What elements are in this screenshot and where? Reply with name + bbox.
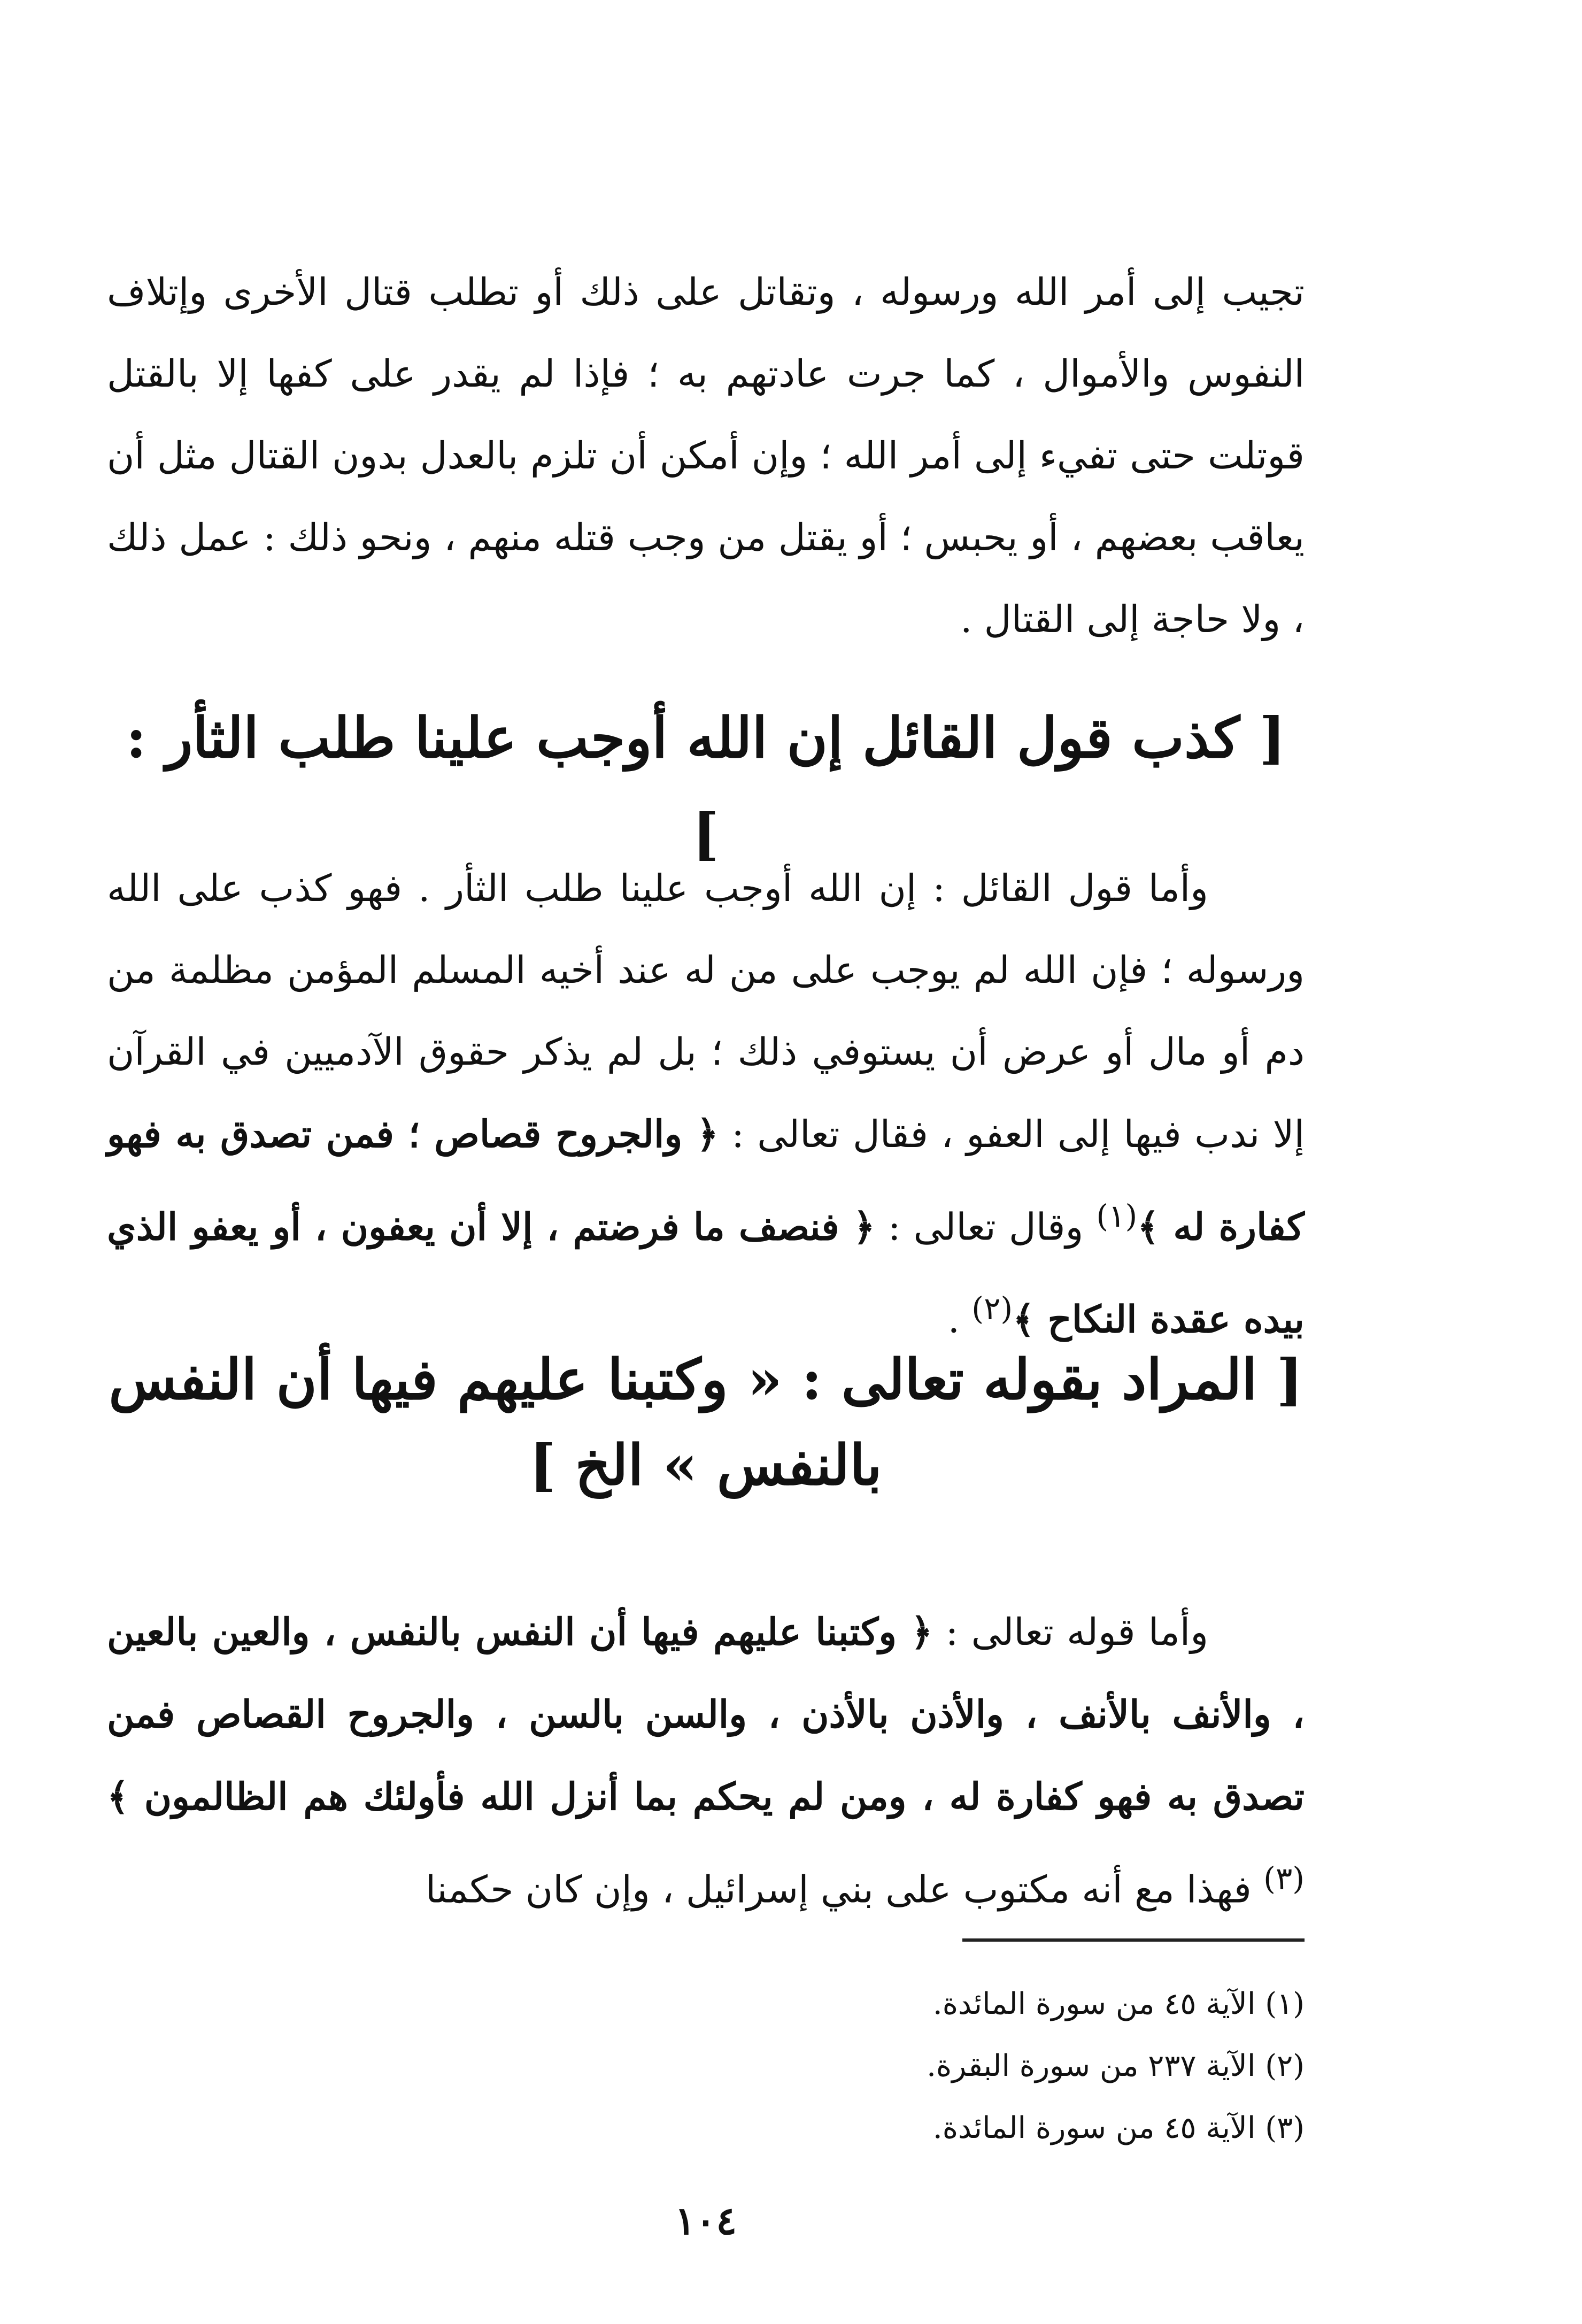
footnote-item: (١) الآية ٤٥ من سورة المائدة. xyxy=(932,1987,1305,2021)
quran-verse: ﴿ وكتبنا عليهم فيها أن النفس بالنفس ، والعين بالعين ، والأنف بالأنف ، والأذن بالأذن ، والسن بالسن ، والجروح القصاص فمن تصدق به فهو كفارة له ، ومن لم يحكم بما أنزل الله فأولئك هم الظالمون ﴾ xyxy=(107,1610,1305,1819)
footnotes xyxy=(663,1973,1305,2159)
section-heading-revenge: [ كذب قول القائل إن الله أوجب علينا طلب الثأر : ] xyxy=(126,705,1286,867)
footnote-ref[interactable]: (٣) xyxy=(1263,1860,1305,1897)
paragraph-text: وأما قوله تعالى : xyxy=(932,1610,1208,1654)
quran-verse: ﴿ والجروح قصاص ؛ فمن تصدق به فهو كفارة له ﴾ xyxy=(107,1112,1305,1249)
page-number: ١٠٤ xyxy=(674,2198,737,2243)
paragraph-verse-meaning xyxy=(107,1591,1305,1930)
paragraph-text: وأما قول القائل : إن الله أوجب علينا طلب الثأر . فهو كذب على الله ورسوله ؛ فإن الله لم يوجب على من له عند أخيه المسلم المؤمن مظلمة من دم أو مال أو عرض أن يستوفي ذلك ؛ بل لم يذكر حقوق الآدميين في القرآن إلا ندب فيها إلى العفو ، فقال تعالى : xyxy=(107,866,1305,1156)
footnote-item: (٢) الآية ٢٣٧ من سورة البقرة. xyxy=(927,2049,1305,2083)
footnote-separator xyxy=(962,1938,1305,1942)
quran-verse: ﴿ فنصف ما فرضتم ، إلا أن يعفون ، أو يعفو الذي بيده عقدة النكاح ﴾ xyxy=(107,1204,1305,1342)
paragraph-text: . xyxy=(947,1297,972,1342)
book-page xyxy=(107,0,1305,2324)
footnote-ref[interactable]: (٢) xyxy=(971,1290,1013,1327)
paragraph-revenge-claim xyxy=(107,848,1305,1361)
paragraph-text: فهذا مع أنه مكتوب على بني إسرائيل ، وإن كان حكمنا xyxy=(425,1867,1264,1912)
footnote-item: (٣) الآية ٤٥ من سورة المائدة. xyxy=(932,2111,1305,2145)
paragraph-continuation: تجيب إلى أمر الله ورسوله ، وتقاتل على ذلك أو تطلب قتال الأخرى وإتلاف النفوس والأموال ، كما جرت عادتهم به ؛ فإذا لم يقدر على كفها إلا بالقتل قوتلت حتى تفيء إلى أمر الله ؛ وإن أمكن أن تلزم بالعدل بدون القتال مثل أن يعاقب بعضهم ، أو يحبس ؛ أو يقتل من وجب قتله منهم ، ونحو ذلك : عمل ذلك ، ولا حاجة إلى القتال . xyxy=(107,270,1305,641)
section-heading-verse-meaning: [ المراد بقوله تعالى : « وكتبنا عليهم فيها أن النفس بالنفس » الخ ] xyxy=(109,1346,1303,1498)
footnote-ref[interactable]: (١) xyxy=(1096,1198,1138,1234)
paragraph-text: وقال تعالى : xyxy=(875,1205,1097,1249)
